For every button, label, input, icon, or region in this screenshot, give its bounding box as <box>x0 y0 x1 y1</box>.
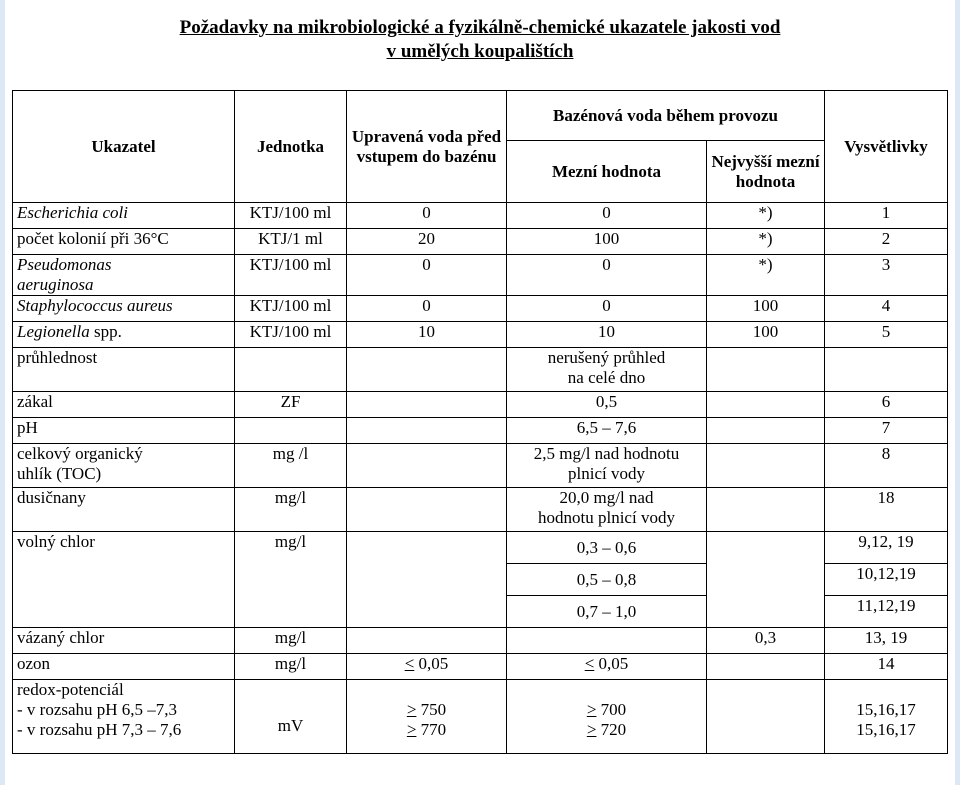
row-nmh: *) <box>707 203 825 229</box>
ge-symbol: > <box>586 720 597 739</box>
row-unit: mg/l <box>235 532 347 628</box>
row-note: 5 <box>825 322 948 348</box>
row-note: 1 <box>825 203 948 229</box>
document-page <box>5 0 955 785</box>
row-name: zákal <box>13 392 235 418</box>
table-row <box>13 296 948 322</box>
row-name <box>13 255 235 296</box>
row-value: 720 <box>596 720 627 739</box>
row-note: 9,12, 19 <box>825 532 948 564</box>
table-row <box>13 229 948 255</box>
row-unit: mg /l <box>235 444 347 488</box>
table-row <box>13 628 948 654</box>
header-vysvetlivky: Vysvětlivky <box>825 91 948 203</box>
row-name: pH <box>13 418 235 444</box>
row-nmh <box>707 348 825 392</box>
row-upr <box>347 392 507 418</box>
ge-symbol: > <box>586 700 597 719</box>
row-nmh <box>707 488 825 532</box>
row-note <box>825 680 948 754</box>
row-nmh: 100 <box>707 322 825 348</box>
row-name: průhlednost <box>13 348 235 392</box>
header-ukazatel: Ukazatel <box>13 91 235 203</box>
row-upr <box>347 444 507 488</box>
row-mez: 100 <box>507 229 707 255</box>
row-name <box>13 444 235 488</box>
row-mez: 0 <box>507 203 707 229</box>
row-value: 700 <box>596 700 627 719</box>
header-upravena: Upravená voda před vstupem do bazénu <box>347 91 507 203</box>
row-mez: 6,5 – 7,6 <box>507 418 707 444</box>
row-upr: 0 <box>347 203 507 229</box>
row-mez: 0,3 – 0,6 <box>507 532 707 564</box>
row-name-line: uhlík (TOC) <box>17 464 102 483</box>
row-name-line: celkový organický <box>17 444 143 463</box>
header-nejvyssi: Nejvyšší mezní hodnota <box>707 141 825 203</box>
row-nmh: 100 <box>707 296 825 322</box>
row-name: počet kolonií při 36°C <box>13 229 235 255</box>
row-value: 770 <box>416 720 447 739</box>
row-value: 0,05 <box>414 654 449 673</box>
header-mezni: Mezní hodnota <box>507 141 707 203</box>
table-row <box>13 418 948 444</box>
table-row <box>13 444 948 488</box>
row-nmh <box>707 654 825 680</box>
row-upr <box>347 628 507 654</box>
row-mez <box>507 348 707 392</box>
row-note: 13, 19 <box>825 628 948 654</box>
le-symbol: < <box>404 654 415 673</box>
row-nmh: *) <box>707 229 825 255</box>
row-upr <box>347 680 507 754</box>
row-note: 4 <box>825 296 948 322</box>
row-mez: 0 <box>507 296 707 322</box>
row-upr <box>347 654 507 680</box>
row-unit: KTJ/1 ml <box>235 229 347 255</box>
table-row <box>13 322 948 348</box>
row-nmh: 0,3 <box>707 628 825 654</box>
row-mez-line: 2,5 mg/l nad hodnotu <box>533 444 680 463</box>
header-bazenova: Bazénová voda během provozu <box>507 91 825 141</box>
row-mez: 0,5 – 0,8 <box>507 564 707 596</box>
row-unit: mV <box>235 680 347 754</box>
row-name: dusičnany <box>13 488 235 532</box>
row-mez <box>507 680 707 754</box>
row-name-line: aeruginosa <box>17 275 94 294</box>
row-upr <box>347 348 507 392</box>
row-name: Staphylococcus aureus <box>13 296 235 322</box>
row-unit: KTJ/100 ml <box>235 255 347 296</box>
row-unit: mg/l <box>235 628 347 654</box>
row-note: 18 <box>825 488 948 532</box>
row-nmh <box>707 418 825 444</box>
table-row <box>13 654 948 680</box>
table-row <box>13 255 948 296</box>
row-mez-line: plnicí vody <box>568 464 645 483</box>
table-row <box>13 348 948 392</box>
row-note: 10,12,19 <box>825 564 948 596</box>
row-mez-line: nerušený průhled <box>547 348 666 367</box>
row-upr <box>347 418 507 444</box>
row-unit <box>235 348 347 392</box>
ge-symbol: > <box>406 700 417 719</box>
row-mez-line: hodnotu plnicí vody <box>538 508 675 527</box>
row-mez <box>507 628 707 654</box>
row-note: 6 <box>825 392 948 418</box>
row-upr: 10 <box>347 322 507 348</box>
header-jednotka: Jednotka <box>235 91 347 203</box>
row-name: Escherichia coli <box>13 203 235 229</box>
row-mez <box>507 654 707 680</box>
row-name: ozon <box>13 654 235 680</box>
row-note: 8 <box>825 444 948 488</box>
row-mez <box>507 444 707 488</box>
row-nmh <box>707 680 825 754</box>
row-note: 11,12,19 <box>825 596 948 628</box>
row-name: vázaný chlor <box>13 628 235 654</box>
row-upr: 0 <box>347 255 507 296</box>
row-mez-line: 20,0 mg/l nad <box>559 488 654 507</box>
row-note: 3 <box>825 255 948 296</box>
table-row <box>13 392 948 418</box>
row-unit: mg/l <box>235 488 347 532</box>
row-name-italic: Legionella <box>17 322 90 341</box>
document-title: Požadavky na mikrobiologické a fyzikálně-chemické ukazatele jakosti vod <box>179 17 781 38</box>
row-unit: KTJ/100 ml <box>235 296 347 322</box>
table-row <box>13 488 948 532</box>
row-note: 14 <box>825 654 948 680</box>
row-unit: KTJ/100 ml <box>235 203 347 229</box>
document-subtitle: v umělých koupalištích <box>386 41 574 62</box>
row-unit <box>235 418 347 444</box>
row-upr: 0 <box>347 296 507 322</box>
row-name-line: redox-potenciál <box>17 680 124 699</box>
row-note <box>825 348 948 392</box>
row-mez: 0 <box>507 255 707 296</box>
row-upr <box>347 488 507 532</box>
row-note: 2 <box>825 229 948 255</box>
row-name <box>13 680 235 754</box>
row-mez: 10 <box>507 322 707 348</box>
row-value: 750 <box>416 700 447 719</box>
table-row <box>13 680 948 754</box>
requirements-table <box>12 90 948 754</box>
row-note-line: 15,16,17 <box>856 700 916 719</box>
row-name-line: Pseudomonas <box>17 255 112 274</box>
row-mez <box>507 488 707 532</box>
row-name: volný chlor <box>13 532 235 628</box>
table-header-row <box>13 91 948 141</box>
row-note: 7 <box>825 418 948 444</box>
row-value: 0,05 <box>594 654 629 673</box>
row-unit: ZF <box>235 392 347 418</box>
row-name <box>13 322 235 348</box>
row-name-line: - v rozsahu pH 6,5 –7,3 <box>17 700 178 719</box>
row-mez-line: na celé dno <box>567 368 646 387</box>
le-symbol: < <box>584 654 595 673</box>
row-upr <box>347 532 507 628</box>
row-unit: mg/l <box>235 654 347 680</box>
row-unit: KTJ/100 ml <box>235 322 347 348</box>
row-nmh <box>707 532 825 628</box>
row-mez: 0,5 <box>507 392 707 418</box>
row-name-regular: spp. <box>89 322 122 341</box>
ge-symbol: > <box>406 720 417 739</box>
row-name-line: - v rozsahu pH 7,3 – 7,6 <box>17 720 182 739</box>
row-note-line: 15,16,17 <box>856 720 916 739</box>
table-row <box>13 203 948 229</box>
row-nmh: *) <box>707 255 825 296</box>
row-mez: 0,7 – 1,0 <box>507 596 707 628</box>
row-upr: 20 <box>347 229 507 255</box>
row-nmh <box>707 392 825 418</box>
table-row <box>13 532 948 564</box>
row-nmh <box>707 444 825 488</box>
